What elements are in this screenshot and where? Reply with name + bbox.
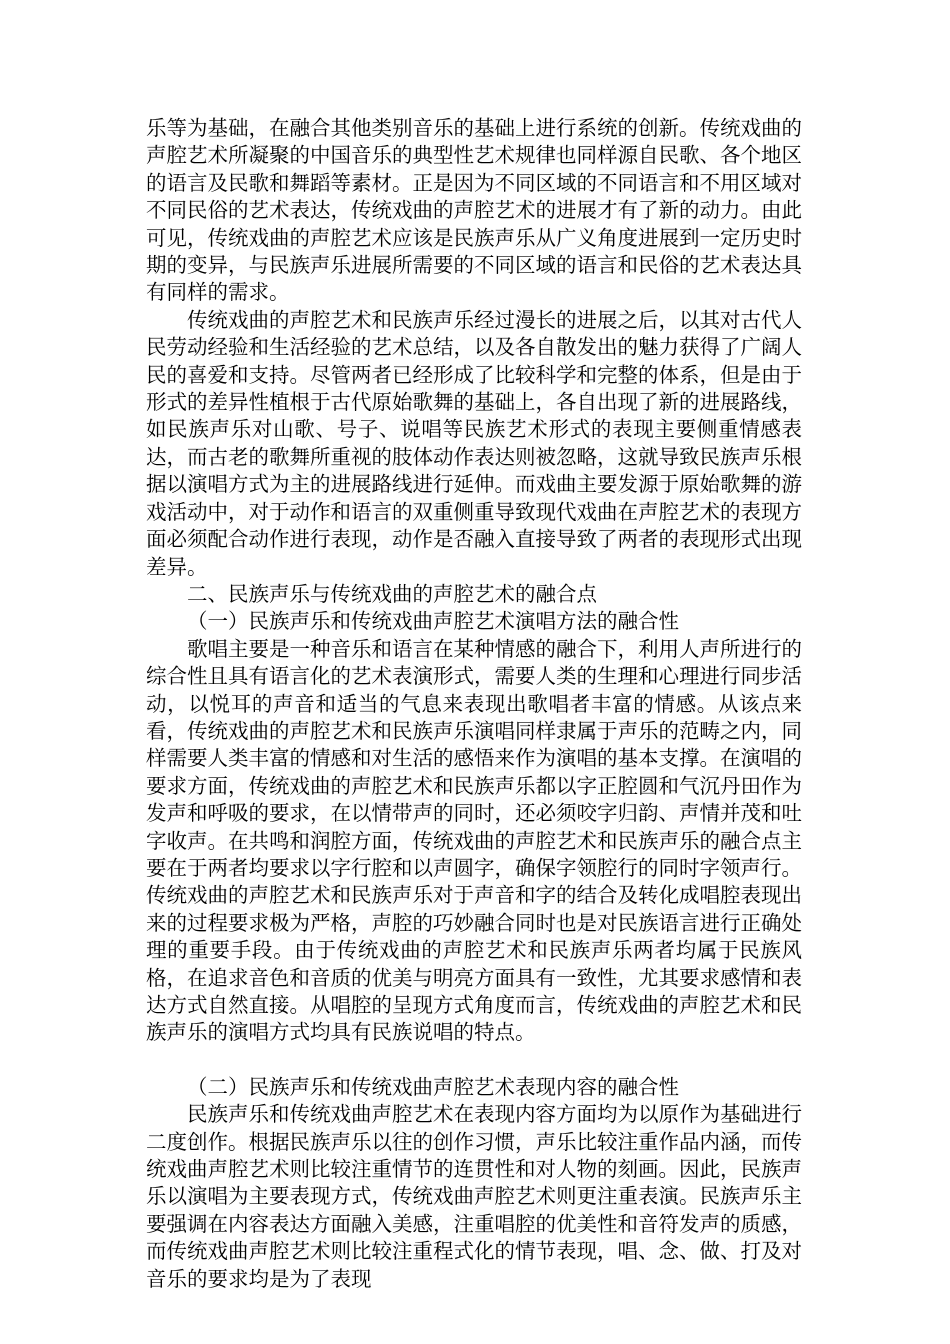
section-heading: 二、民族声乐与传统戏曲的声腔艺术的融合点 [187, 581, 597, 606]
subsection-heading-1: （一）民族声乐和传统戏曲声腔艺术演唱方法的融合性 [187, 609, 679, 634]
document-page [146, 115, 802, 1293]
paragraph-gap [146, 1047, 802, 1074]
body-paragraph-2: 传统戏曲的声腔艺术和民族声乐经过漫长的进展之后，以其对古代人民劳动经验和生活经验的艺术总结，以及各自散发出的魅力获得了广阔人民的喜爱和支持。尽管两者已经形成了比较科学和完整的体系，但是由于形式的差异性植根于古代原始歌舞的基础上，各自出现了新的进展路线，如民族声乐对山歌、号子、说唱等民族艺术形式的表现主要侧重情感表达，而古老的歌舞所重视的肢体动作表达则被忽略，这就导致民族声乐根据以演唱方式为主的进展路线进行延伸。而戏曲主要发源于原始歌舞的游戏活动中，对于动作和语言的双重侧重导致现代戏曲在声腔艺术的表现方面必须配合动作进行表现，动作是否融入直接导致了两者的表现形式出现差异。 [146, 307, 802, 579]
body-paragraph-4: 民族声乐和传统戏曲声腔艺术在表现内容方面均为以原作为基础进行二度创作。根据民族声乐以往的创作习惯，声乐比较注重作品内涵，而传统戏曲声腔艺术则比较注重情节的连贯性和对人物的刻画。因此，民族声乐以演唱为主要表现方式，传统戏曲声腔艺术则更注重表演。民族声乐主要强调在内容表达方面融入美感，注重唱腔的优美性和音符发声的质感，而传统戏曲声腔艺术则比较注重程式化的情节表现，唱、念、做、打及对音乐的要求均是为了表现 [146, 1102, 802, 1291]
body-paragraph-1: 乐等为基础，在融合其他类别音乐的基础上进行系统的创新。传统戏曲的声腔艺术所凝聚的中国音乐的典型性艺术规律也同样源自民歌、各个地区的语言及民歌和舞蹈等素材。正是因为不同区域的不同语言和不用区域对不同民俗的艺术表达，传统戏曲的声腔艺术的进展才有了新的动力。由此可见，传统戏曲的声腔艺术应该是民族声乐从广义角度进展到一定历史时期的变异，与民族声乐进展所需要的不同区域的语言和民俗的艺术表达具有同样的需求。 [146, 116, 802, 305]
body-paragraph-3: 歌唱主要是一种音乐和语言在某种情感的融合下，利用人声所进行的综合性且具有语言化的艺术表演形式，需要人类的生理和心理进行同步活动，以悦耳的声音和适当的气息来表现出歌唱者丰富的情感。从该点来看，传统戏曲的声腔艺术和民族声乐演唱同样隶属于声乐的范畴之内，同样需要人类丰富的情感和对生活的感悟来作为演唱的基本支撑。在演唱的要求方面，传统戏曲的声腔艺术和民族声乐都以字正腔圆和气沉丹田作为发声和呼吸的要求，在以情带声的同时，还必须咬字归韵、声情并茂和吐字收声。在共鸣和润腔方面，传统戏曲的声腔艺术和民族声乐的融合点主要在于两者均要求以字行腔和以声圆字，确保字领腔行的同时字领声行。传统戏曲的声腔艺术和民族声乐对于声音和字的结合及转化成唱腔表现出来的过程要求极为严格，声腔的巧妙融合同时也是对民族语言进行正确处理的重要手段。由于传统戏曲的声腔艺术和民族声乐两者均属于民族风格，在追求音色和音质的优美与明亮方面具有一致性，尤其要求感情和表达方式自然直接。从唱腔的呈现方式角度而言，传统戏曲的声腔艺术和民族声乐的演唱方式均具有民族说唱的特点。 [146, 636, 802, 1045]
subsection-heading-2: （二）民族声乐和传统戏曲声腔艺术表现内容的融合性 [187, 1074, 679, 1099]
